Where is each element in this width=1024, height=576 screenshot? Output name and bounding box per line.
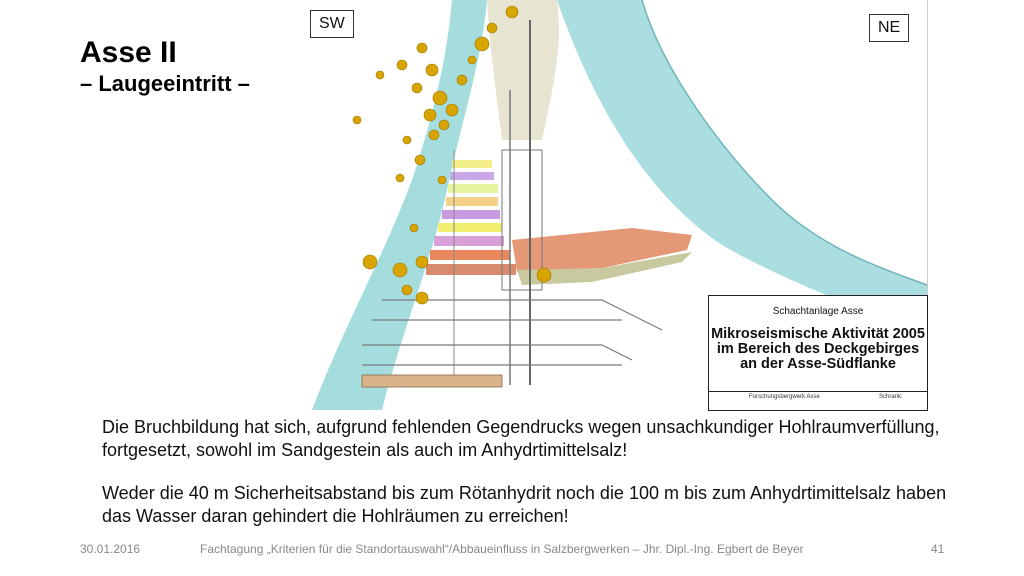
slide-title: Asse II [80, 36, 177, 69]
mine-cross-section-figure [302, 0, 928, 410]
inner-cap-body [487, 0, 559, 140]
legend-heading: Schachtanlage Asse [772, 306, 864, 317]
footer-event: Fachtagung „Kriterien für die Standortauswahl“/Abbaueinfluss in Salzbergwerken – Jhr. Dipl.-Ing. Egbert de Beyer [200, 542, 804, 556]
legend-title-line-2: im Bereich des Deckgebirges [716, 341, 920, 357]
lower-level-block [362, 375, 502, 387]
slide-title-block [80, 36, 250, 98]
salt-formation-ne [557, 0, 927, 330]
legend-footer [709, 391, 927, 410]
legend-title [709, 327, 927, 372]
slide-subtitle: – Laugeeintritt – [80, 71, 250, 96]
direction-label-sw: SW [310, 10, 354, 38]
legend-footer-right: Schrank: [879, 394, 903, 400]
figure-legend-box [708, 295, 928, 411]
legend-title-line-3: an der Asse-Südflanke [740, 356, 896, 372]
body-paragraph-1: Die Bruchbildung hat sich, aufgrund fehlenden Gegendrucks wegen unsachkundiger Hohlraumverfüllung, fortgesetzt, sowohl im Sandgestein als auch im Anhydrtimittelsalz! [102, 417, 940, 460]
legend-title-line-1: Mikroseismische Aktivität 2005 [711, 326, 925, 342]
direction-label-ne: NE [869, 14, 909, 42]
legend-footer-left: Forschungsbergwerk Asse [749, 394, 820, 400]
footer-date: 30.01.2016 [80, 542, 141, 556]
body-paragraph-2: Weder die 40 m Sicherheitsabstand bis zum Rötanhydrit noch die 100 m bis zum Anhydrtimittelsalz haben das Wasser daran gehindert die Hohlräumen zu erreichen! [102, 483, 947, 526]
footer-page-number: 41 [931, 542, 945, 556]
